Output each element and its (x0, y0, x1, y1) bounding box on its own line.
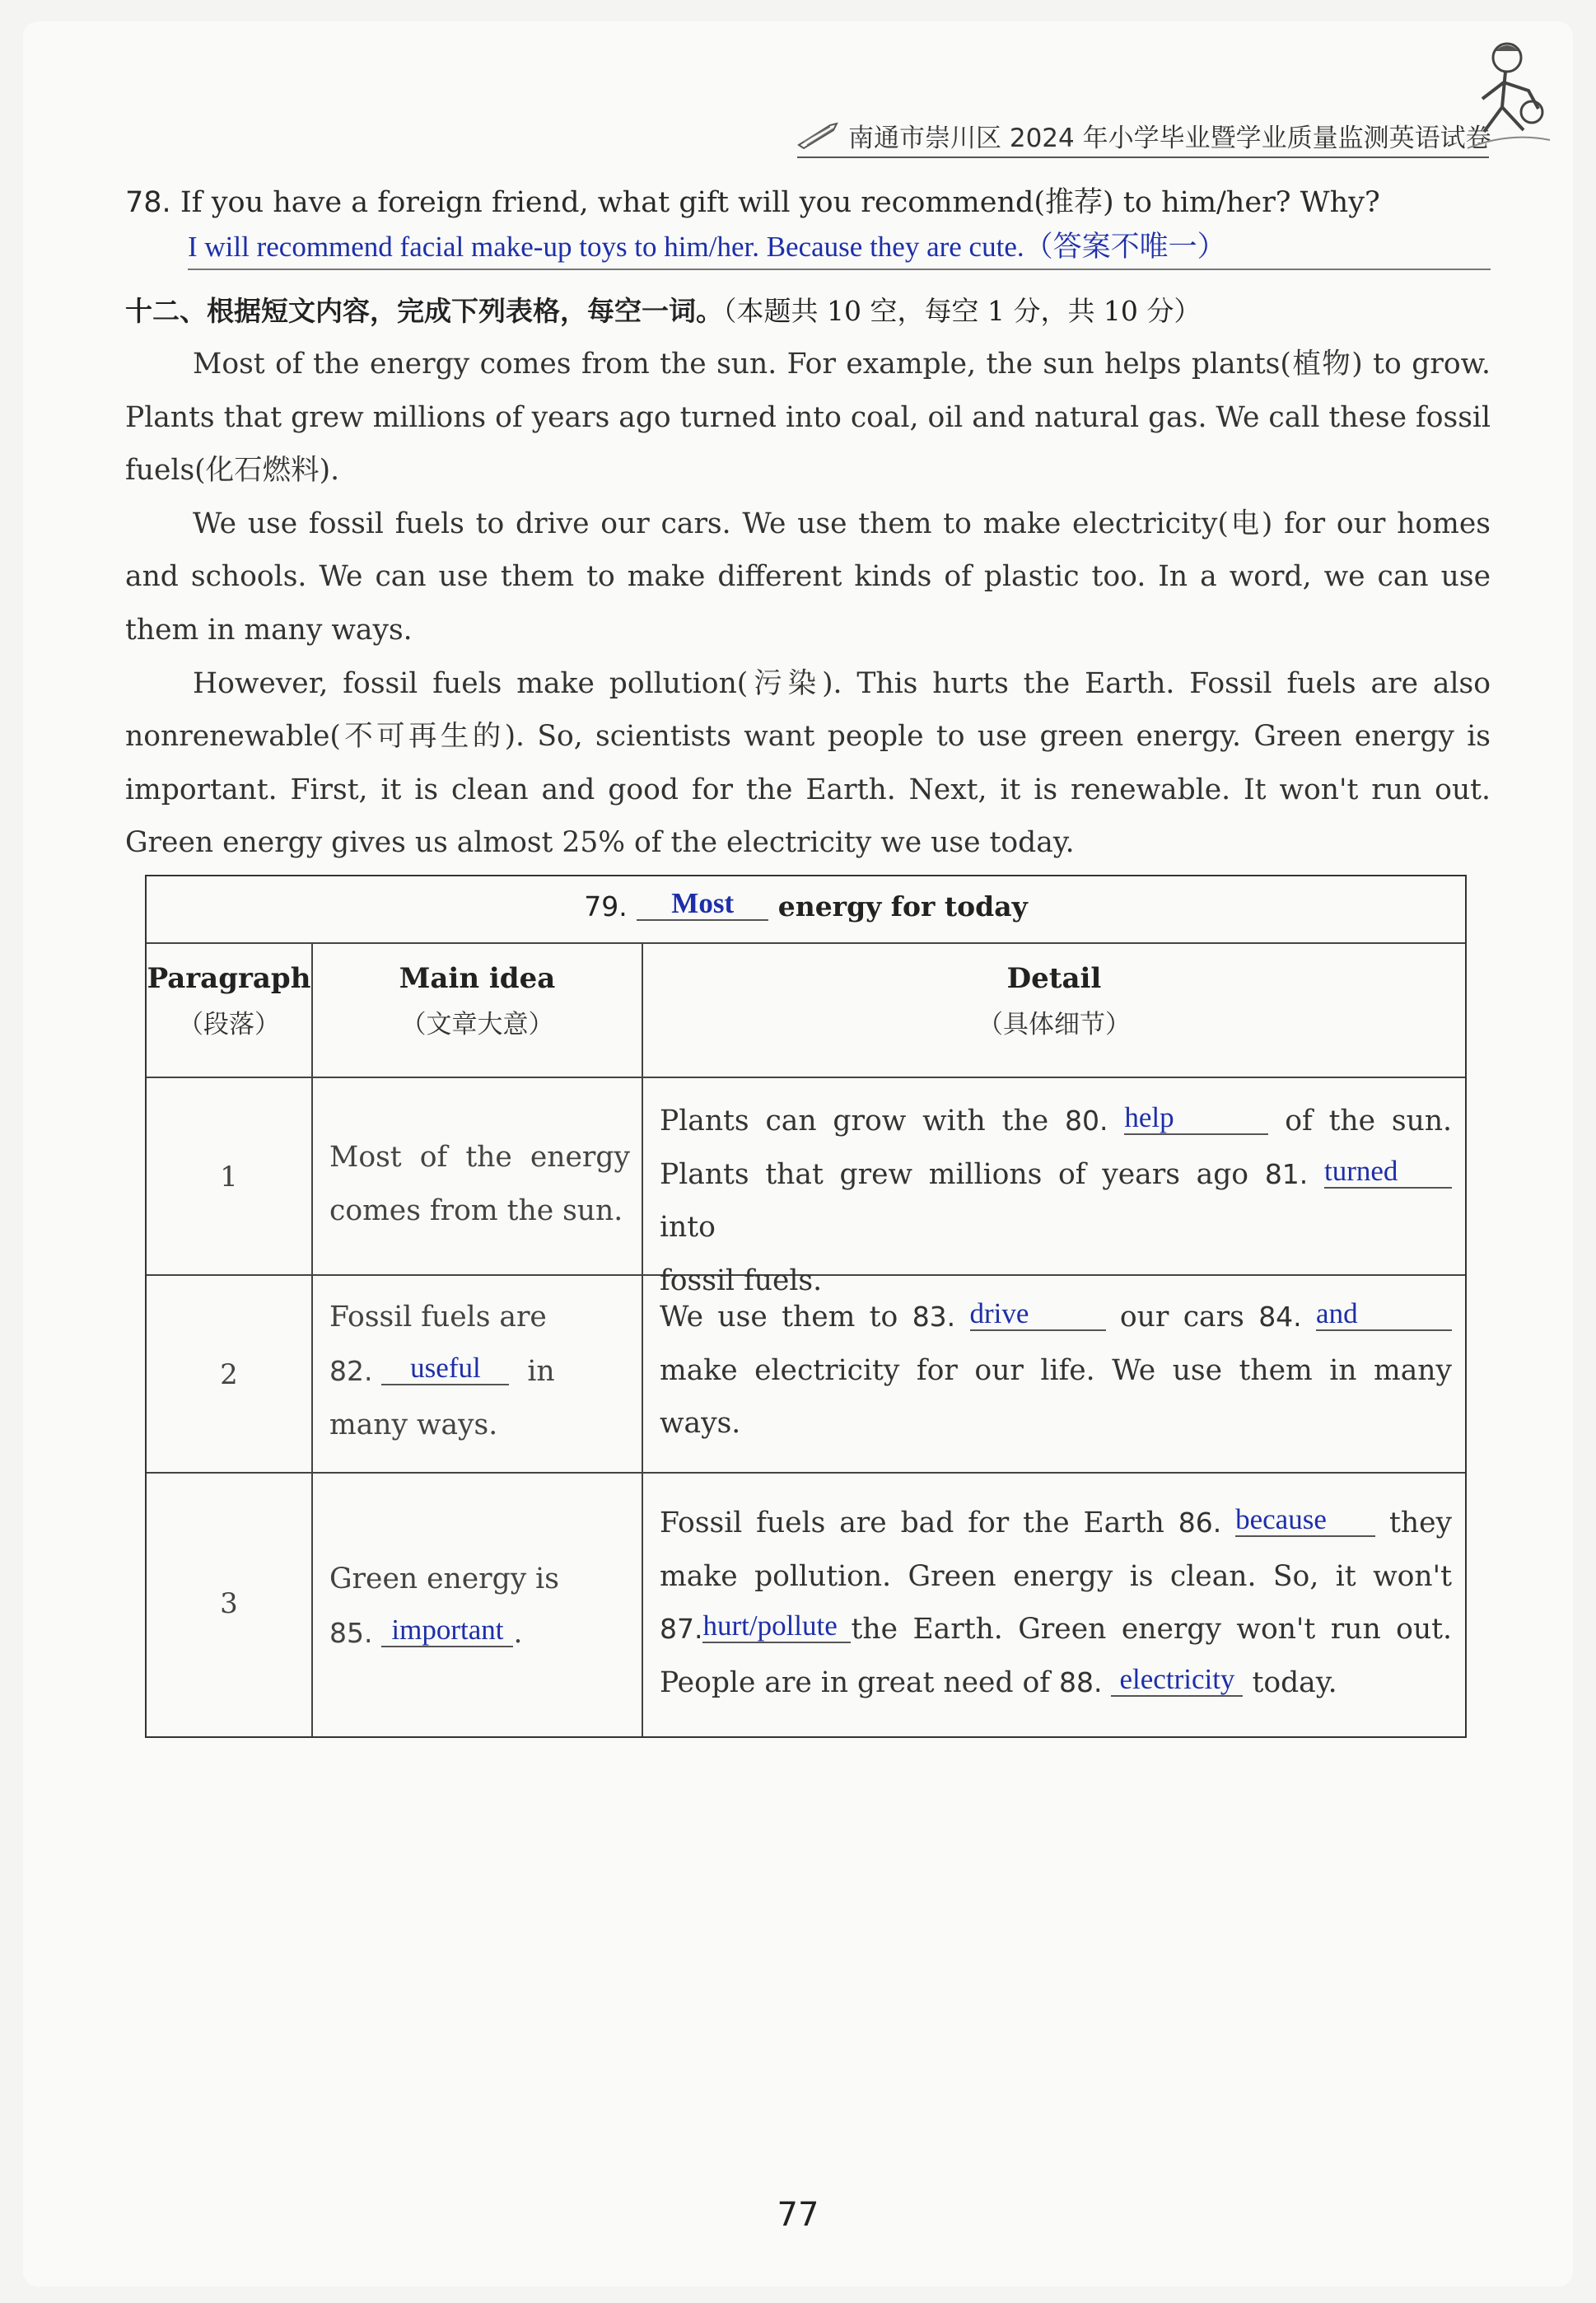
detail-line: make electricity for our life. We use them in many (660, 1353, 1452, 1387)
header-sublabel: （段落） (178, 1010, 280, 1039)
answer-78 (188, 224, 1491, 270)
main-idea-text: Green energy is (329, 1563, 559, 1595)
answer-79: Most (637, 888, 768, 921)
answer-82: useful (381, 1352, 509, 1385)
detail-line (660, 1095, 1452, 1148)
header-paragraph (147, 944, 311, 1077)
page-number: 77 (777, 2196, 819, 2234)
section-heading: 十二、根据短文内容，完成下列表格，每空一词。 (125, 295, 723, 327)
header-label: Paragraph (147, 962, 311, 995)
paragraph-number: 3 (220, 1587, 238, 1620)
pen-icon (797, 120, 838, 153)
table-row (147, 1474, 1465, 1736)
detail-line (660, 1148, 1452, 1254)
blank-number: 80. (1064, 1105, 1108, 1137)
main-idea-text: Most of the energy comes from the sun. (329, 1141, 630, 1227)
blank-number: 81. (1264, 1157, 1309, 1190)
header-label: Detail (1006, 962, 1102, 995)
answer-80: help (1124, 1102, 1268, 1135)
detail-text: Fossil fuels are bad for the Earth (660, 1507, 1164, 1539)
question-number: 78. (125, 186, 171, 219)
question-78 (125, 180, 1380, 221)
answer-88: electricity (1111, 1664, 1243, 1697)
detail-cell (642, 1474, 1465, 1736)
detail-text: fossil fuels. (660, 1264, 823, 1297)
detail-text: of the sun. (1285, 1105, 1453, 1137)
table-title-row (147, 876, 1465, 944)
answer-87: hurt/pollute (702, 1610, 851, 1643)
header-main-idea (311, 944, 642, 1077)
main-idea-cell (311, 1474, 642, 1736)
page-header (797, 114, 1489, 158)
blank-number: 82. (329, 1355, 373, 1387)
detail-text: they (1389, 1507, 1452, 1539)
blank-number: 84. (1258, 1301, 1302, 1333)
detail-line (660, 1656, 1452, 1710)
main-idea-cell (311, 1078, 642, 1274)
detail-text: today. (1252, 1665, 1337, 1699)
main-idea-text: many ways. (329, 1408, 498, 1441)
table-title-text: energy for today (777, 890, 1028, 923)
detail-text: into (660, 1211, 716, 1244)
blank-number: 87. (660, 1613, 703, 1645)
detail-text: the Earth. Green energy won't run out. (851, 1613, 1452, 1646)
detail-cell (642, 1078, 1465, 1297)
header-sublabel: （文章大意） (400, 1010, 554, 1039)
reading-passage (125, 338, 1491, 870)
detail-text: People are in great need of (660, 1665, 1051, 1699)
passage-paragraph: We use fossil fuels to drive our cars. We use them to make electricity(电) for our homes and schools. We can use them to make different kinds of plastic too. In a word, we can use them in many ways. (125, 507, 1491, 647)
answer-81: turned (1324, 1156, 1452, 1189)
answer-text: I will recommend facial make-up toys to him/her. Because they are cute.（答案不唯一） (188, 231, 1226, 263)
detail-text: We use them to (660, 1301, 898, 1334)
answer-table (145, 875, 1467, 1738)
detail-cell (642, 1276, 1465, 1472)
section-title (125, 290, 1201, 329)
table-header-row (147, 944, 1465, 1078)
answer-86: because (1235, 1504, 1375, 1537)
paragraph-number: 1 (220, 1161, 238, 1194)
exam-title: 南通市崇川区 2024 年小学毕业暨学业质量监测英语试卷 (848, 124, 1491, 153)
header-sublabel: （具体细节） (978, 1010, 1131, 1039)
blank-number: 79. (584, 890, 628, 923)
paragraph-cell (147, 1078, 311, 1274)
table-row (147, 1276, 1465, 1474)
mascot-icon (1459, 33, 1558, 160)
detail-line (660, 1603, 1452, 1656)
section-note: （本题共 10 空，每空 1 分，共 10 分） (723, 295, 1202, 327)
paragraph-cell (147, 1474, 311, 1736)
header-label: Main idea (399, 962, 556, 995)
blank-number: 86. (1178, 1507, 1222, 1539)
passage-paragraph: Most of the energy comes from the sun. For example, the sun helps plants(植物) to grow. Plants that grew millions of years ago turned into coal, oil and natural gas. We call these fossil fuels(化石燃料). (125, 348, 1491, 488)
passage-paragraph: However, fossil fuels make pollution(污染). This hurts the Earth. Fossil fuels are also nonrenewable(不可再生的). So, scientists want people to use green energy. Green energy is important. First, it is clean and good for the Earth. Next, it is renewable. It won't run out. Green energy gives us almost 25% of the electricity we use today. (125, 666, 1491, 860)
answer-84: and (1316, 1298, 1452, 1331)
answer-83: drive (970, 1298, 1106, 1331)
detail-line: make pollution. Green energy is clean. So, it won't (660, 1559, 1452, 1593)
detail-line (660, 1497, 1452, 1550)
blank-number: 88. (1059, 1665, 1103, 1698)
blank-number: 83. (912, 1301, 956, 1333)
table-row (147, 1078, 1465, 1297)
detail-line: ways. (660, 1407, 741, 1440)
detail-line (660, 1291, 1452, 1344)
detail-text: Plants can grow with the (660, 1105, 1049, 1137)
detail-text: our cars (1119, 1301, 1244, 1334)
table-title (147, 888, 1465, 923)
main-idea-cell (311, 1276, 642, 1472)
main-idea-text: . (513, 1617, 523, 1650)
main-idea-text: in (527, 1355, 555, 1388)
paragraph-number: 2 (220, 1358, 238, 1391)
paragraph-cell (147, 1276, 311, 1472)
header-detail (642, 944, 1465, 1077)
blank-number: 85. (329, 1617, 373, 1649)
detail-text: Plants that grew millions of years ago (660, 1157, 1249, 1191)
answer-85: important (381, 1614, 513, 1647)
question-text: If you have a foreign friend, what gift will you recommend(推荐) to him/her? Why? (180, 186, 1380, 219)
main-idea-text: Fossil fuels are (329, 1301, 547, 1334)
